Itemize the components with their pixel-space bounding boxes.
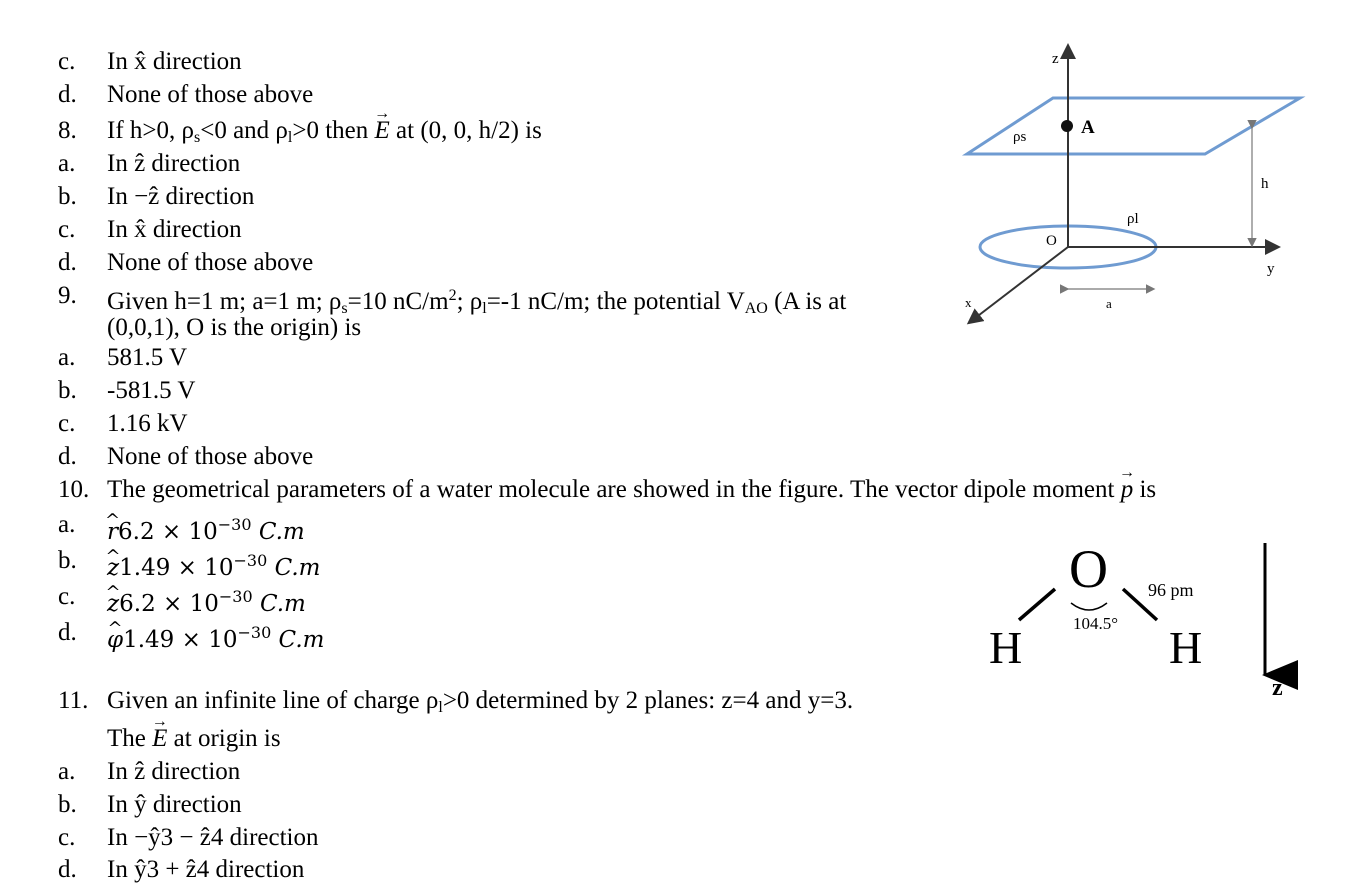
label: b.	[58, 791, 77, 818]
bond-length-label: 96 pm	[1148, 580, 1194, 600]
label: d.	[58, 619, 77, 646]
label: a.	[58, 758, 76, 785]
e-field-vector: → E	[375, 116, 390, 146]
question-text-line1: Given h=1 m; a=1 m; $\rho_s=10$ $nC/m^2$; $\rho_l=-1$ nC/m; the potential $V_{AO}$ (A is at	[107, 287, 847, 317]
option-math: ^ $\varphi 1.49 \times 10^{-30}$ C.m	[107, 618, 324, 655]
option-text: In ẑ direction	[107, 758, 241, 785]
option-math: ^ $r6.2 \times 10^{-30}$ C.m	[107, 510, 305, 547]
question-text: If h>0, $\rho_s<0$ and $\rho_l>0$ then → E at (0, 0, h/2) is	[107, 116, 542, 153]
label: b.	[58, 547, 77, 574]
question-text: The geometrical parameters of a water molecule are showed in the figure. The vector dipole moment → p is	[107, 475, 1156, 505]
question-number: 10.	[58, 476, 90, 503]
question-text-line1: Given an infinite line of charge $\rho_l>0$ determined by 2 planes: z=4 and y=3.	[107, 687, 854, 716]
label: b.	[58, 377, 77, 404]
point-a-label: A	[1081, 117, 1095, 138]
option-text: None of those above	[107, 443, 314, 470]
rho-l-label: ρl	[1127, 211, 1139, 227]
label: a.	[58, 150, 76, 177]
e-field-vector: → E	[152, 724, 167, 754]
option-math: ^ $z1.49 \times 10^{-30}$ C.m	[107, 546, 320, 583]
label: d.	[58, 249, 77, 276]
option-text: 581.5 V	[107, 344, 188, 371]
label: b.	[58, 183, 77, 210]
h-label: h	[1261, 176, 1269, 192]
option-text: In −ŷ3 − ẑ4 direction	[107, 824, 319, 851]
question-number: 11.	[58, 687, 89, 714]
question-text-line2: The → E at origin is	[107, 724, 281, 754]
oxygen-atom: O	[1069, 539, 1108, 599]
option-text: In ẑ direction	[107, 150, 241, 177]
option-text: In x̂ direction	[107, 48, 242, 75]
label: c.	[58, 583, 76, 610]
origin-label: O	[1046, 233, 1057, 249]
label: a.	[58, 344, 76, 371]
charge-geometry-figure	[955, 35, 1315, 335]
option-text: 1.16 kV	[107, 410, 188, 437]
left-bond	[1019, 589, 1055, 620]
option-text: In ŷ direction	[107, 791, 242, 818]
water-molecule-figure	[975, 525, 1305, 715]
question-number: 9.	[58, 282, 77, 309]
option-math: ^ $z6.2 \times 10^{-30}$ C.m	[107, 582, 306, 619]
label: a.	[58, 511, 76, 538]
x-axis	[970, 247, 1068, 322]
dipole-vector: → p	[1121, 475, 1134, 505]
bond-angle-label: 104.5°	[1073, 614, 1119, 633]
y-axis-label: y	[1267, 261, 1275, 277]
option-text: In x̂ direction	[107, 216, 242, 243]
point-a-marker	[1061, 120, 1073, 132]
label: d.	[58, 81, 77, 108]
hydrogen-right-atom: H	[1169, 622, 1203, 673]
option-text: -581.5 V	[107, 377, 196, 404]
question-text-line2: (0,0,1), O is the origin) is	[107, 314, 362, 341]
label: c.	[58, 824, 76, 851]
x-axis-label: x	[965, 295, 972, 310]
label: c.	[58, 216, 76, 243]
option-text: In −ẑ direction	[107, 183, 255, 210]
option-text: None of those above	[107, 249, 314, 276]
z-axis-label: z	[1272, 675, 1283, 701]
hydrogen-left-atom: H	[989, 622, 1023, 673]
option-text: None of those above	[107, 81, 314, 108]
label: c.	[58, 410, 76, 437]
a-label: a	[1106, 296, 1112, 311]
rho-s-label: ρs	[1013, 129, 1027, 145]
label: c.	[58, 48, 76, 75]
charged-plane	[967, 98, 1300, 154]
label: d.	[58, 856, 77, 883]
option-text: In ŷ3 + ẑ4 direction	[107, 856, 305, 883]
bond-angle-arc	[1071, 603, 1107, 610]
label: d.	[58, 443, 77, 470]
z-axis-label: z	[1052, 51, 1059, 67]
question-number: 8.	[58, 117, 77, 144]
